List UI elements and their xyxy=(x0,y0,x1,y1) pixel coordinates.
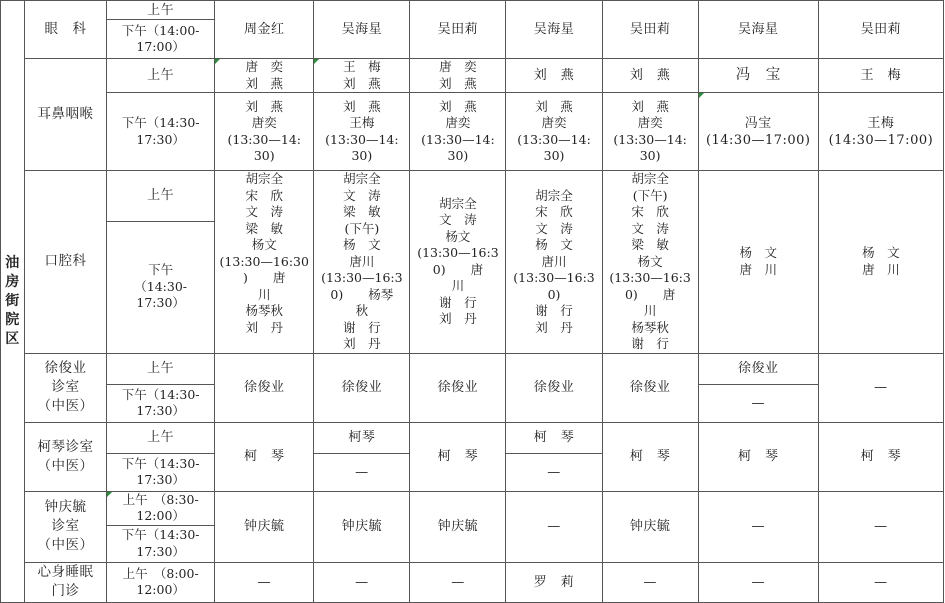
zhong-d4: — xyxy=(506,491,602,562)
time-xu-am: 上午 xyxy=(107,353,215,384)
ent-pm-d7: 王梅 (14:30—17:00) xyxy=(818,93,943,171)
dept-oral: 口腔科 xyxy=(25,171,107,354)
ke-d5: 柯 琴 xyxy=(602,422,698,491)
ent-pm-d5: 刘 燕 唐奕 (13:30—14: 30) xyxy=(602,93,698,171)
time-eye-pm: 下午（14:00- 17:00） xyxy=(107,20,215,59)
time-zhong-am: 上午 （8:30- 12:00） xyxy=(107,491,215,525)
eye-d1: 周金红 xyxy=(215,1,314,59)
xin-d7: — xyxy=(818,562,943,602)
eye-d7: 吴田莉 xyxy=(818,1,943,59)
ent-pm-d6: 冯宝 (14:30—17:00) xyxy=(698,93,818,171)
ent-am-d5: 刘 燕 xyxy=(602,59,698,93)
zhong-d7: — xyxy=(818,491,943,562)
zhong-d2: 钟庆毓 xyxy=(314,491,410,562)
xu-d4: 徐俊业 xyxy=(506,353,602,422)
dept-ent: 耳鼻咽喉 xyxy=(25,59,107,171)
eye-d4: 吴海星 xyxy=(506,1,602,59)
ent-pm-d1: 刘 燕 唐奕 (13:30—14: 30) xyxy=(215,93,314,171)
oral-d5: 胡宗全 (下午) 宋 欣 文 涛 梁 敏 杨文 (13:30—16:3 0) 唐 川 杨琴秋 谢 行 xyxy=(602,171,698,354)
time-xu-pm: 下午（14:30- 17:30） xyxy=(107,384,215,422)
zhong-d5: 钟庆毓 xyxy=(602,491,698,562)
xu-d1: 徐俊业 xyxy=(215,353,314,422)
zhong-d1: 钟庆毓 xyxy=(215,491,314,562)
xin-d1: — xyxy=(215,562,314,602)
xin-d5: — xyxy=(602,562,698,602)
time-oral-pm: 下午 （14:30- 17:30） xyxy=(107,221,215,353)
ent-am-d4: 刘 燕 xyxy=(506,59,602,93)
xu-d7: — xyxy=(818,353,943,422)
xin-d3: — xyxy=(410,562,506,602)
oral-d3: 胡宗全 文 涛 杨文 (13:30—16:3 0) 唐 川 谢 行 刘 丹 xyxy=(410,171,506,354)
xu-d5: 徐俊业 xyxy=(602,353,698,422)
time-oral-am: 上午 xyxy=(107,171,215,222)
time-ent-pm: 下午（14:30- 17:30） xyxy=(107,93,215,171)
eye-d5: 吴田莉 xyxy=(602,1,698,59)
ke-d3: 柯 琴 xyxy=(410,422,506,491)
time-ke-am: 上午 xyxy=(107,422,215,453)
dept-xin: 心身睡眠 门诊 xyxy=(25,562,107,602)
oral-d4: 胡宗全 宋 欣 文 涛 杨 文 唐川 (13:30—16:3 0) 谢 行 刘 丹 xyxy=(506,171,602,354)
ke-d2-pm: — xyxy=(314,453,410,491)
eye-d2: 吴海星 xyxy=(314,1,410,59)
xu-d6-am: 徐俊业 xyxy=(698,353,818,384)
oral-d6: 杨 文 唐 川 xyxy=(698,171,818,354)
ent-am-d6: 冯 宝 xyxy=(698,59,818,93)
zhong-d3: 钟庆毓 xyxy=(410,491,506,562)
oral-d2: 胡宗全 文 涛 梁 敏 (下午) 杨 文 唐川 (13:30—16:3 0) 杨琴 秋 谢 行 刘 丹 xyxy=(314,171,410,354)
ent-pm-d3: 刘 燕 唐奕 (13:30—14: 30) xyxy=(410,93,506,171)
ke-d6: 柯 琴 xyxy=(698,422,818,491)
dept-xu: 徐俊业 诊室 （中医） xyxy=(25,353,107,422)
xin-d6: — xyxy=(698,562,818,602)
ke-d1: 柯 琴 xyxy=(215,422,314,491)
xu-d2: 徐俊业 xyxy=(314,353,410,422)
eye-d6: 吴海星 xyxy=(698,1,818,59)
ent-am-d3: 唐 奕 刘 燕 xyxy=(410,59,506,93)
ent-pm-d4: 刘 燕 唐奕 (13:30—14: 30) xyxy=(506,93,602,171)
xu-d6-pm: — xyxy=(698,384,818,422)
oral-d1: 胡宗全 宋 欣 文 涛 梁 敏 杨文 (13:30—16:30 ) 唐 川 杨琴秋 刘 丹 xyxy=(215,171,314,354)
xu-d3: 徐俊业 xyxy=(410,353,506,422)
dept-ke: 柯琴诊室 （中医） xyxy=(25,422,107,491)
dept-zhong: 钟庆毓 诊室 （中医） xyxy=(25,491,107,562)
time-xin-am: 上午 （8:00- 12:00） xyxy=(107,562,215,602)
ent-am-d2: 王 梅 刘 燕 xyxy=(314,59,410,93)
ent-am-d7: 王 梅 xyxy=(818,59,943,93)
ke-d2-am: 柯琴 xyxy=(314,422,410,453)
time-eye-am: 上午 xyxy=(107,1,215,20)
time-ke-pm: 下午（14:30- 17:30） xyxy=(107,453,215,491)
time-ent-am: 上午 xyxy=(107,59,215,93)
oral-d7: 杨 文 唐 川 xyxy=(818,171,943,354)
ent-pm-d2: 刘 燕 王梅 (13:30—14: 30) xyxy=(314,93,410,171)
eye-d3: 吴田莉 xyxy=(410,1,506,59)
zhong-d6: — xyxy=(698,491,818,562)
xin-d4: 罗 莉 xyxy=(506,562,602,602)
dept-eye: 眼 科 xyxy=(25,1,107,59)
ke-d4-am: 柯 琴 xyxy=(506,422,602,453)
time-zhong-pm: 下午（14:30- 17:30） xyxy=(107,525,215,562)
xin-d2: — xyxy=(314,562,410,602)
ke-d7: 柯 琴 xyxy=(818,422,943,491)
ent-am-d1: 唐 奕 刘 燕 xyxy=(215,59,314,93)
campus-label: 油房街院区 xyxy=(1,1,25,603)
ke-d4-pm: — xyxy=(506,453,602,491)
